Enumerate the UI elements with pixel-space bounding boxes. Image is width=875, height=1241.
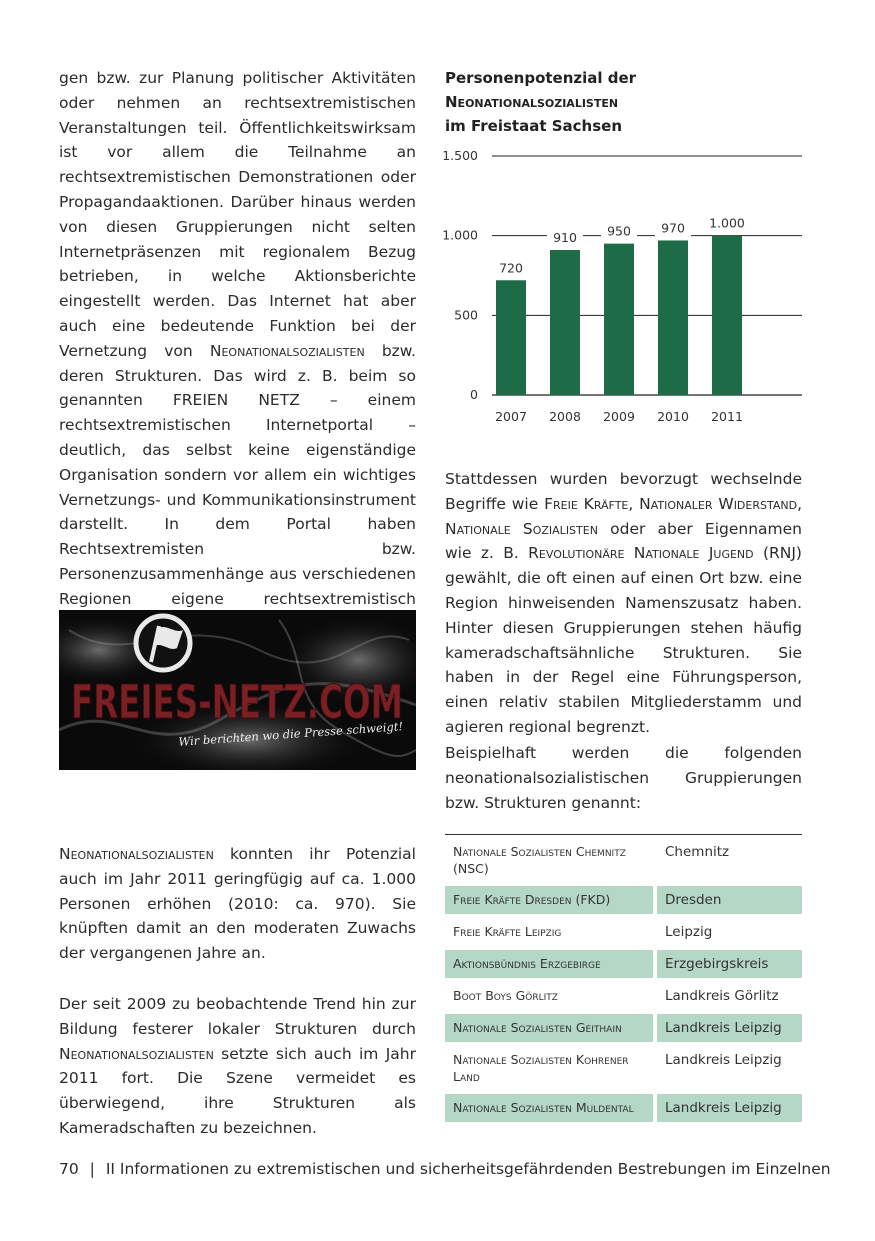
bar-value-label: 1.000 xyxy=(709,215,745,231)
table-row xyxy=(445,918,802,946)
x-category-label: 2008 xyxy=(549,409,581,424)
group-name-cell: Nationale Sozialisten Muldental xyxy=(445,1094,653,1122)
y-tick-label: 0 xyxy=(470,387,478,402)
group-place-cell: Landkreis Leipzig xyxy=(657,1014,802,1042)
bar-value-label: 970 xyxy=(661,220,685,236)
x-category-label: 2011 xyxy=(711,409,743,424)
group-name-cell: Freie Kräfte Dresden (FKD) xyxy=(445,886,653,914)
text-segment: Der seit 2009 zu beobachtende Trend hin zur Bildung festerer lokaler Strukturen durch xyxy=(59,995,416,1038)
page-footer xyxy=(59,1160,831,1178)
table-row xyxy=(445,838,802,882)
text-segment: , xyxy=(797,494,803,513)
groups-table xyxy=(445,834,802,1122)
bar-chart xyxy=(440,140,810,440)
freies-netz-banner-image xyxy=(59,610,416,770)
table-row xyxy=(445,982,802,1010)
group-name-cell: Aktionsbündnis Erzgebirge xyxy=(445,950,653,978)
text-segment: gen bzw. zur Planung politischer Aktivitäten oder nehmen an rechtsextremistischen Veranstaltungen teil. Öffentlichkeitswirksam ist vor allem die Teilnahme an rechtsextremistischen Demonstrationen oder Propagandaaktionen. Darüber hinaus werden von diesen Gruppierungen nicht selten Internetpräsenzen mit regionalem Bezug betrieben, in welche Aktionsberichte eingestellt werden. Das Internet hat aber auch eine bedeutende Funktion bei der Vernetzung von xyxy=(59,69,416,360)
x-category-label: 2010 xyxy=(657,409,689,424)
right-paragraph-2 xyxy=(445,741,802,815)
left-paragraph-3 xyxy=(59,992,416,1141)
footer-text: II Informationen zu extremistischen und sicherheitsgefährdenden Bestrebungen im Einzelnen xyxy=(105,1160,831,1178)
bar xyxy=(604,244,634,395)
text-segment: konnten ihr Potenzial auch im Jahr 2011 geringfügig auf ca. 1.000 Personen erhöhen (2010: ca. 970). Sie knüpften damit an den moderaten Zuwachs der vergangenen Jahre an. xyxy=(59,845,416,963)
text-segment: bzw. deren Strukturen. Das wird z. B. beim so genannten FREIEN NETZ – einem rechtsextremistischen Internetportal – deutlich, das selbst keine eigenständige Organisation sondern vor allem ein wichtiges Vernetzungs- und Kommunikationsinstrument darstellt. In dem Portal haben Rechtsextremisten bzw. Personenzusammenhänge aus verschiedenen Regionen eigene rechtsextremistisch xyxy=(59,341,416,608)
text-segment: Beispielhaft werden die folgenden neonationalsozialistischen Gruppierungen bzw. Strukturen genannt: xyxy=(445,744,802,812)
group-place-cell: Landkreis Leipzig xyxy=(657,1094,802,1122)
left-paragraph-2 xyxy=(59,842,416,966)
logo-text: FREIES-NETZ.COM xyxy=(71,675,403,729)
left-paragraph-1 xyxy=(59,66,416,636)
x-category-label: 2009 xyxy=(603,409,635,424)
text-segment: (RNJ) gewählt, die oft einen auf einen Ort bzw. eine Region hinweisenden Namenszusatz haben. Hinter diesen Gruppierungen stehen häufig kameradschaftsähnliche Strukturen. Sie haben in der Regel eine Führungsperson, einen relativ stabilen Mitgliederstamm und agieren regional begrenzt. xyxy=(445,544,802,736)
group-place-cell: Dresden xyxy=(657,886,802,914)
logo-slogan: Wir berichten wo die Presse schweigt! xyxy=(177,719,404,749)
group-name-cell: Nationale Sozialisten Kohrener Land xyxy=(453,1052,629,1084)
group-name-cell: Nationale Sozialisten Geithain xyxy=(445,1014,653,1042)
table-row xyxy=(445,1014,802,1042)
chart-title: Personenpotenzial der Neonationalsozialisten im Freistaat Sachsen xyxy=(445,69,637,135)
y-tick-label: 500 xyxy=(454,307,478,323)
group-name-cell: Freie Kräfte Leipzig xyxy=(453,924,562,939)
table-row xyxy=(445,886,802,914)
bar-value-label: 720 xyxy=(499,260,523,276)
small-caps-term: Revolutionäre Nationale Jugend xyxy=(528,544,754,563)
group-place-cell: Landkreis Leipzig xyxy=(665,1052,782,1068)
small-caps-term: Neonationalsozialisten xyxy=(59,1044,214,1063)
bar xyxy=(550,250,580,395)
bar-value-label: 910 xyxy=(553,230,577,246)
group-name-cell: Boot Boys Görlitz xyxy=(453,988,558,1003)
bar-value-label: 950 xyxy=(607,223,631,239)
text-segment: Stattdessen wurden bevorzugt wechselnde Begriffe wie xyxy=(445,470,802,513)
table-row xyxy=(445,1046,802,1090)
bar xyxy=(712,236,742,395)
text-segment: , xyxy=(628,494,640,513)
bar xyxy=(496,280,526,395)
x-category-label: 2007 xyxy=(495,409,527,424)
small-caps-term: Freie Kräfte xyxy=(544,494,629,513)
page-number: 70 xyxy=(59,1160,79,1178)
group-place-cell: Erzgebirgskreis xyxy=(657,950,802,978)
group-place-cell: Leipzig xyxy=(665,924,713,940)
bar xyxy=(658,240,688,395)
small-caps-term: Neonationalsozialisten xyxy=(59,845,214,863)
text-segment: oder aber Eigennamen wie z. B. xyxy=(445,519,803,563)
table-row xyxy=(445,950,802,978)
group-place-cell: Landkreis Görlitz xyxy=(665,988,779,1004)
right-paragraph-1 xyxy=(445,467,802,740)
table-row xyxy=(445,1094,802,1122)
flag-logo-icon xyxy=(136,616,190,670)
group-name-cell: Nationale Sozialisten Chemnitz (NSC) xyxy=(453,844,626,876)
y-tick-label: 1.500 xyxy=(442,148,478,163)
small-caps-term: Nationaler Widerstand xyxy=(639,494,798,513)
y-tick-label: 1.000 xyxy=(442,227,478,243)
small-caps-term: Neonationalsozialisten xyxy=(209,341,365,360)
group-place-cell: Chemnitz xyxy=(665,844,730,860)
small-caps-term: Nationale Sozialisten xyxy=(445,519,598,538)
text-segment: setzte sich auch im Jahr 2011 fort. Die Szene vermeidet es überwiegend, ihre Strukturen als Kameradschaften zu bezeichnen. xyxy=(59,1044,416,1137)
footer-separator: | xyxy=(89,1160,95,1178)
